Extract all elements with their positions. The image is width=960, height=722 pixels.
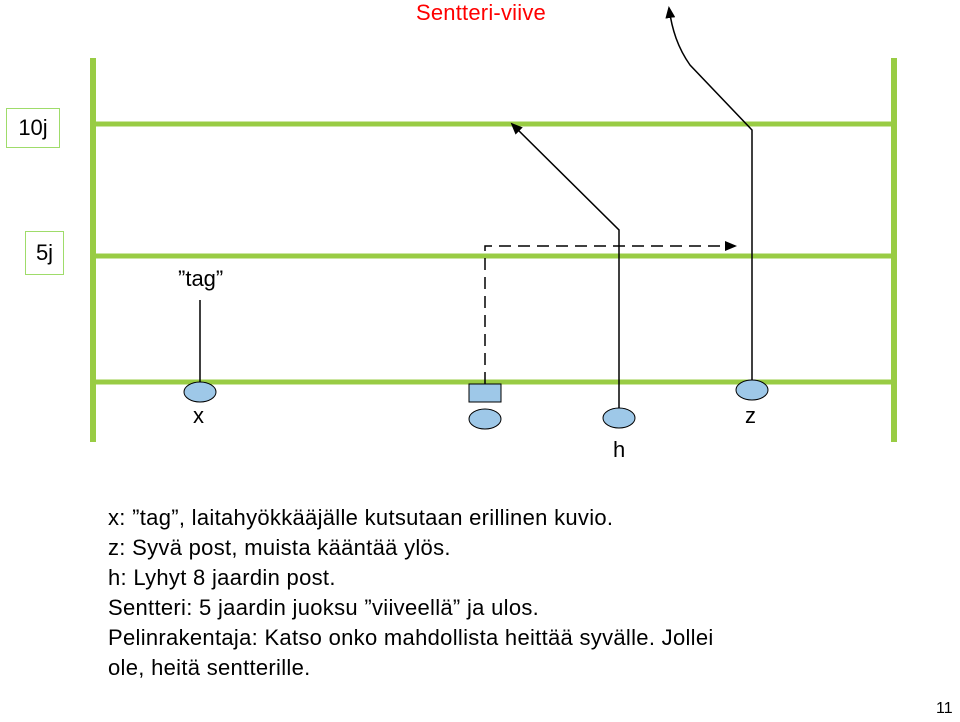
player-x-label: x <box>193 403 204 428</box>
note-line: Pelinrakentaja: Katso onko mahdollista heittää syvälle. Jollei <box>108 625 714 650</box>
route-center-delay <box>485 246 735 384</box>
route-z-deep-post <box>669 8 752 390</box>
note-line: Sentteri: 5 jaardin juoksu ”viiveellä” ja ulos. <box>108 595 540 620</box>
play-notes <box>108 503 714 683</box>
route-h-post <box>512 124 619 410</box>
note-line: ole, heitä sentterille. <box>108 655 311 680</box>
yard-marker-5: 5j <box>25 231 64 275</box>
page-number: 11 <box>936 700 953 717</box>
player-center <box>469 384 501 402</box>
player-x <box>184 382 216 402</box>
player-h-label: h <box>613 437 626 462</box>
player-h <box>603 408 635 428</box>
note-line: z: Syvä post, muista kääntää ylös. <box>108 535 451 560</box>
note-line: x: ”tag”, laitahyökkääjälle kutsutaan erillinen kuvio. <box>108 505 614 530</box>
note-line: h: Lyhyt 8 jaardin post. <box>108 565 336 590</box>
diagram-title: Sentteri-viive <box>416 0 546 25</box>
tag-label: ”tag” <box>178 266 224 291</box>
player-z-label: z <box>745 403 756 428</box>
player-z <box>736 380 768 400</box>
player-quarterback <box>469 409 501 429</box>
yard-marker-10: 10j <box>6 108 60 148</box>
